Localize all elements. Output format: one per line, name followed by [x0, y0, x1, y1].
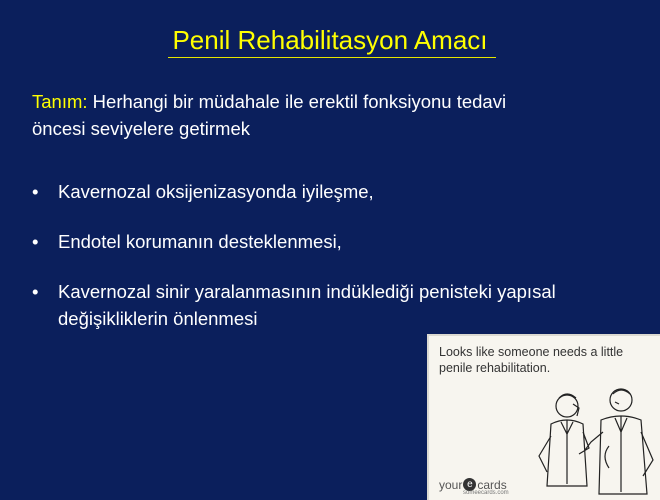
bullet-marker: •: [32, 181, 39, 202]
definition-line-1: Herhangi bir müdahale ile erektil fonksiyonu tedavi: [87, 91, 507, 112]
title-spellcheck-underline: [168, 57, 496, 58]
bullet-text-line-1: Kavernozal sinir yaralanmasının indüklediği penisteki yapısal: [58, 281, 556, 302]
bullet-item-structural: [32, 278, 632, 332]
definition-line-2: öncesi seviyelere getirmek: [32, 118, 250, 139]
bullet-marker: •: [32, 231, 39, 252]
definition-text: [32, 88, 632, 142]
someecards-logo: your e cards someecards.com: [439, 478, 509, 496]
someecards-image: [427, 334, 660, 500]
ecard-caption: Looks like someone needs a little penile rehabilitation.: [439, 345, 624, 375]
bullet-text-line-2: değişikliklerin önlenmesi: [58, 308, 258, 329]
slide-title: Penil Rehabilitasyon Amacı: [172, 25, 488, 55]
bullet-item-oxygenation: [32, 178, 632, 205]
bullet-list: [32, 178, 632, 332]
bullet-item-endothelial: [32, 228, 632, 255]
doctors-illustration-icon: [529, 376, 659, 500]
definition-label: Tanım:: [32, 91, 88, 112]
bullet-text: Kavernozal oksijenizasyonda iyileşme,: [58, 181, 374, 202]
logo-e-icon: e: [463, 478, 476, 491]
bullet-text: Endotel korumanın desteklenmesi,: [58, 231, 342, 252]
bullet-marker: •: [32, 281, 39, 302]
